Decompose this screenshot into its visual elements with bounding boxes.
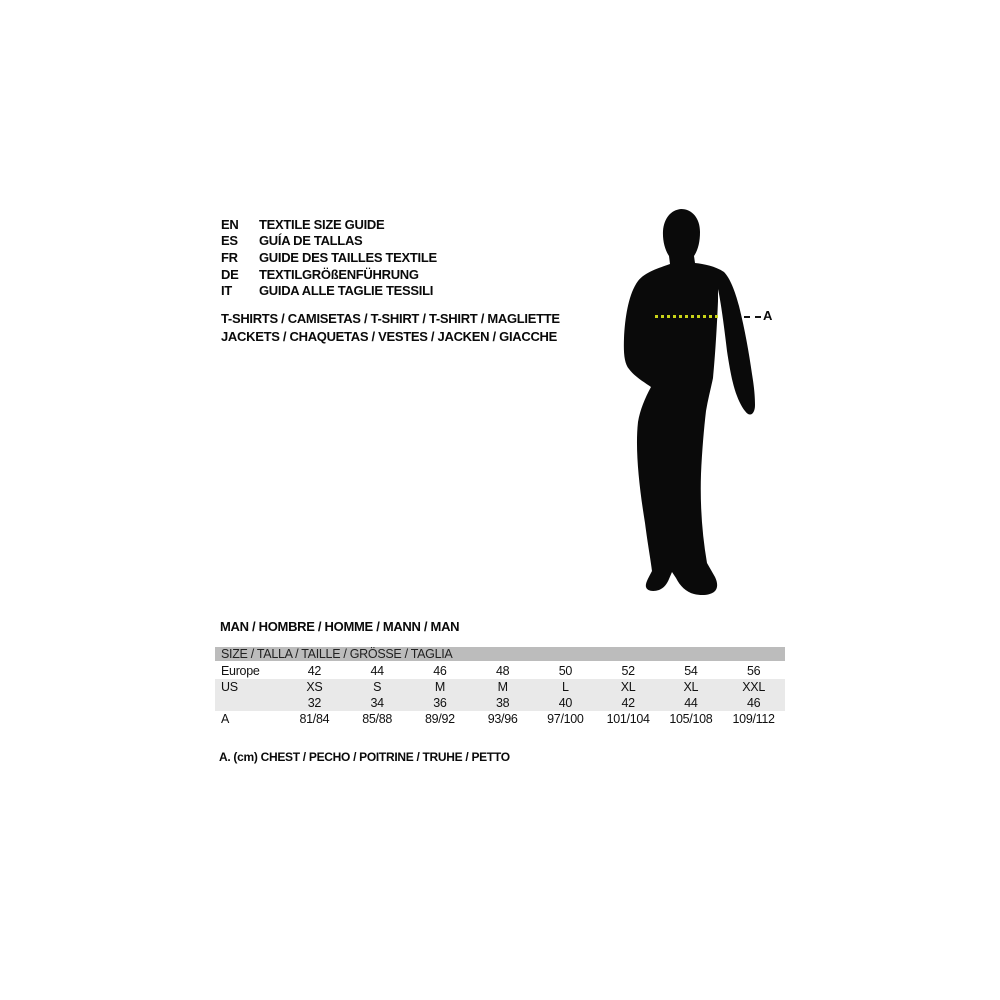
table-cell: 93/96 — [487, 712, 518, 726]
table-cell: 44 — [684, 696, 698, 710]
table-cell: 40 — [558, 696, 573, 710]
language-code: DE — [221, 266, 239, 282]
table-cell: 85/88 — [362, 712, 393, 726]
garment-line-tshirts: T-SHIRTS / CAMISETAS / T-SHIRT / T-SHIRT / MAGLIETTE — [221, 311, 560, 326]
table-cell: 56 — [746, 664, 761, 678]
guide-title: GUIDA ALLE TAGLIE TESSILI — [259, 283, 434, 299]
table-cell: 44 — [370, 664, 384, 678]
section-title-man: MAN / HOMBRE / HOMME / MANN / MAN — [220, 619, 460, 634]
table-cell: 54 — [684, 664, 698, 678]
table-cell: XL — [683, 680, 699, 694]
table-row-numeric — [215, 695, 785, 711]
table-cell: 81/84 — [299, 712, 330, 726]
size-table-header: SIZE / TALLA / TAILLE / GRÖSSE / TAGLIA — [215, 647, 785, 661]
language-row — [221, 282, 437, 299]
language-row — [221, 266, 437, 283]
table-cell: 46 — [746, 696, 761, 710]
table-cell: 109/112 — [732, 712, 775, 726]
table-cell: L — [562, 680, 569, 694]
size-table — [215, 647, 785, 727]
row-label — [215, 695, 283, 711]
language-row — [221, 233, 437, 250]
language-row — [221, 249, 437, 266]
chest-measure-line — [655, 315, 718, 318]
table-cell: XL — [620, 680, 636, 694]
table-row-chest — [215, 711, 785, 727]
language-code: EN — [221, 216, 239, 232]
garment-types — [221, 310, 560, 346]
table-cell: M — [497, 680, 508, 694]
table-cell: M — [434, 680, 445, 694]
size-figure — [618, 206, 783, 598]
language-code: IT — [221, 283, 232, 299]
guide-title: GUIDE DES TAILLES TEXTILE — [259, 249, 437, 265]
table-cell: 50 — [558, 664, 573, 678]
table-cell: S — [373, 680, 382, 694]
table-cell: 42 — [307, 664, 322, 678]
language-code: ES — [221, 233, 238, 249]
guide-title: GUÍA DE TALLAS — [259, 233, 363, 249]
guide-title: TEXTILGRÖßENFÜHRUNG — [259, 266, 419, 282]
table-cell: XS — [306, 680, 323, 694]
measure-leader-dashes — [744, 316, 761, 318]
table-cell: 48 — [495, 664, 510, 678]
row-label: A — [221, 712, 230, 726]
language-row — [221, 216, 437, 233]
man-silhouette-icon — [618, 206, 766, 598]
garment-line-jackets: JACKETS / CHAQUETAS / VESTES / JACKEN / GIACCHE — [221, 329, 557, 344]
table-cell: 46 — [433, 664, 447, 678]
table-cell: 97/100 — [547, 712, 584, 726]
table-cell: 52 — [621, 664, 635, 678]
table-cell: 105/108 — [669, 712, 713, 726]
row-label: US — [221, 680, 238, 694]
table-cell: 34 — [370, 696, 384, 710]
language-code: FR — [221, 249, 238, 265]
guide-title: TEXTILE SIZE GUIDE — [259, 216, 385, 232]
table-row-europe — [215, 663, 785, 679]
table-cell: 89/92 — [424, 712, 455, 726]
row-label: Europe — [221, 664, 260, 678]
table-cell: XXL — [742, 680, 765, 694]
table-cell: 101/104 — [606, 712, 650, 726]
table-cell: 36 — [433, 696, 447, 710]
table-cell: 42 — [621, 696, 635, 710]
measurement-footnote: A. (cm) CHEST / PECHO / POITRINE / TRUHE / PETTO — [219, 750, 510, 764]
table-cell: 38 — [495, 696, 510, 710]
language-list — [221, 216, 437, 299]
table-cell: 32 — [307, 696, 322, 710]
table-row-us — [215, 679, 785, 695]
measure-label-a: A — [763, 308, 773, 323]
